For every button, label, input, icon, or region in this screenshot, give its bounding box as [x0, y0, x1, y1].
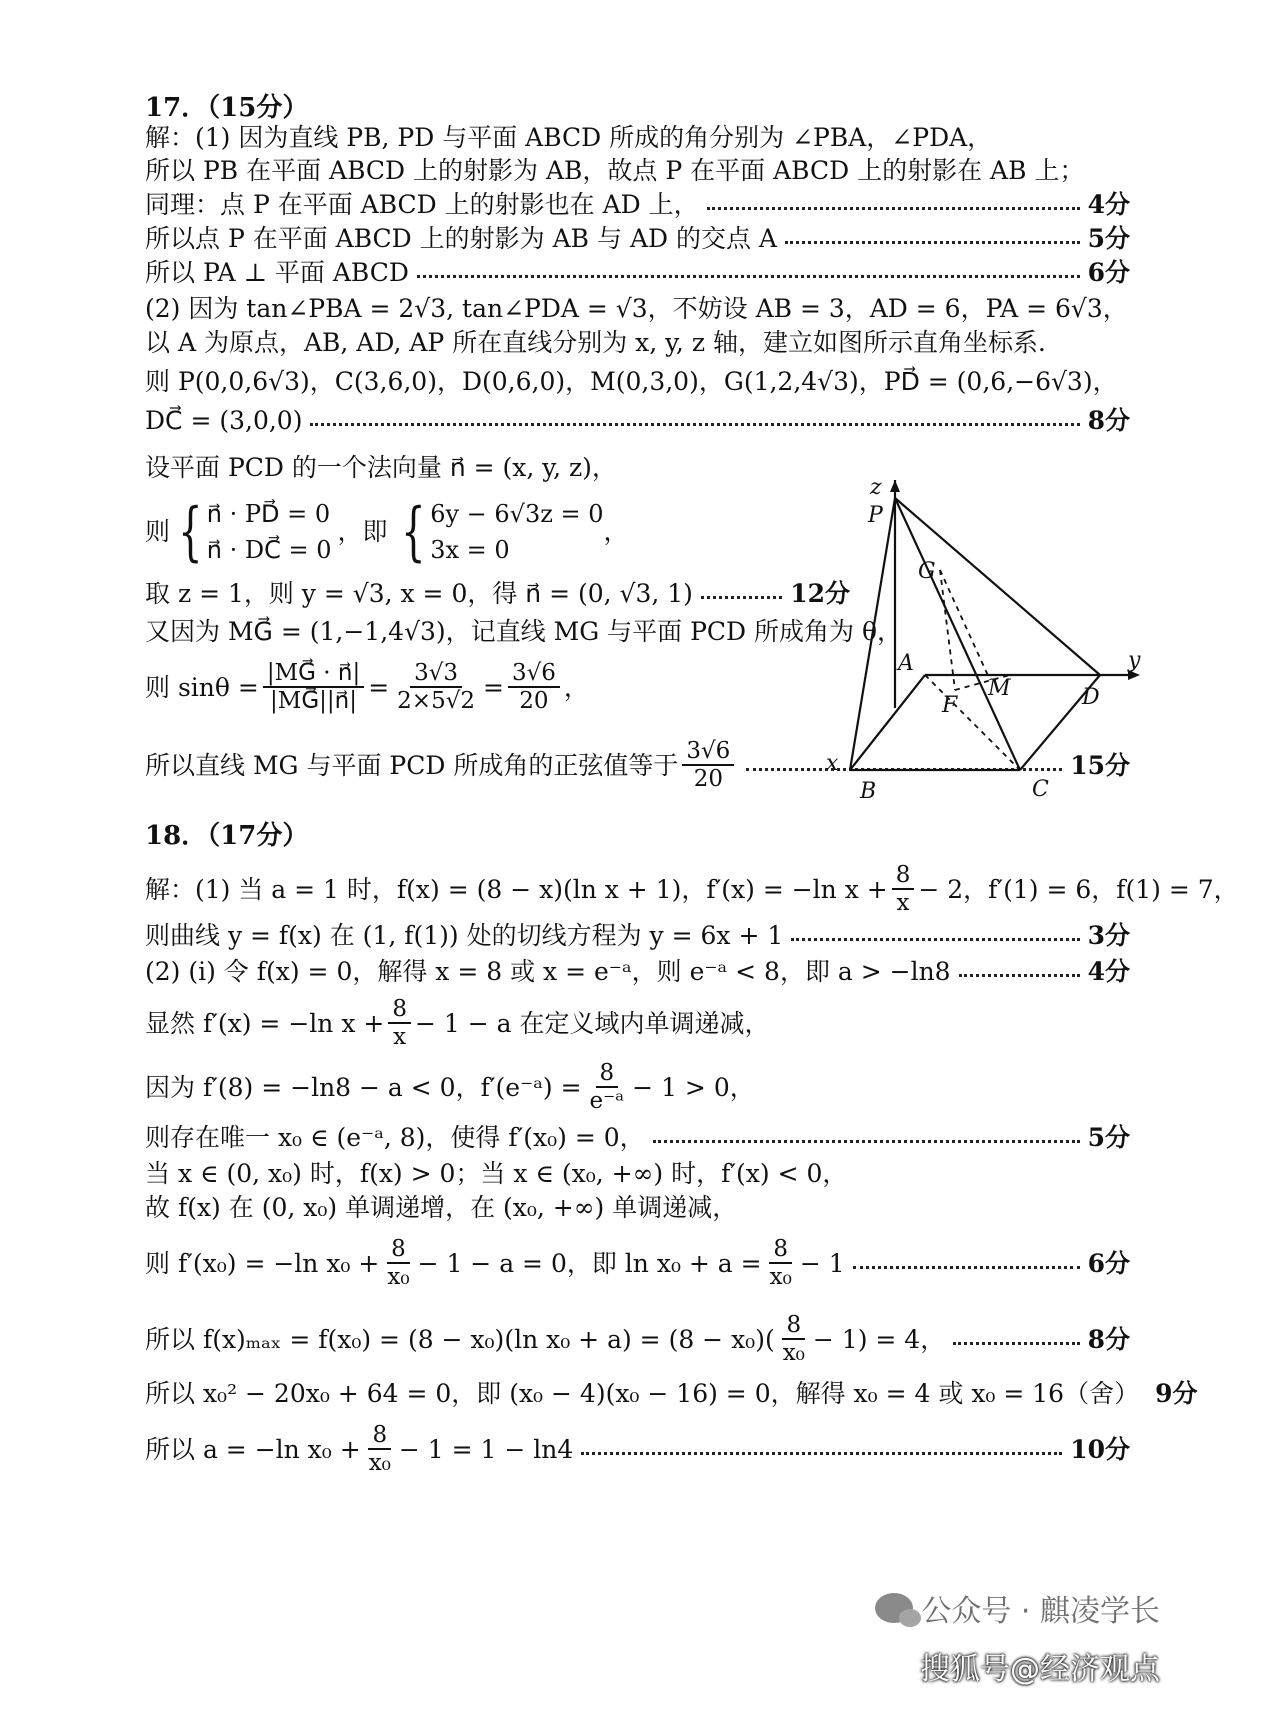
wechat-icon: [875, 1593, 913, 1623]
score: 15分: [1070, 750, 1130, 780]
leader-dots: [310, 423, 1079, 426]
score: 4分: [1087, 190, 1130, 219]
leader-dots: [701, 596, 782, 599]
leader-dots: [417, 275, 1080, 278]
label-z: z: [870, 480, 882, 500]
q18-line-4: 显然 f′(x) = −ln x + $\frac{8}{x}$ − 1 − a 在定义域内单调递减，: [145, 996, 770, 1051]
score: 8分: [1087, 406, 1130, 435]
q17-line-13: 又因为 MG⃗ = (1,−1,4√3)，记直线 MG 与平面 PCD 所成角为 θ，: [145, 617, 903, 646]
fraction: $\frac{8}{\text{x₀}}$: [782, 1312, 805, 1367]
label-D: D: [1082, 685, 1100, 710]
q18-header: 18．（17分）: [145, 821, 309, 851]
label-x: x: [826, 751, 839, 776]
leader-dots: [791, 938, 1079, 941]
equation-system-1: { n⃗ · PD⃗ = 0 n⃗ · DC⃗ = 0: [178, 495, 332, 569]
score: 3分: [1087, 921, 1130, 950]
leader-dots: [785, 241, 1080, 244]
q18-line-1: 解：(1) 当 a = 1 时，f(x) = (8 − x)(ln x + 1)，f′(x) = −ln x + $\frac{8}{x}$ − 2，f′(1) = 6，f(1) = 7，: [145, 862, 1239, 917]
q18-line-3: (2) (i) 令 f(x) = 0，解得 x = 8 或 x = e⁻ᵃ，则 e⁻ᵃ < 8，即 a > −ln8 4分: [145, 957, 1130, 986]
label-B: B: [860, 779, 877, 804]
fraction: $\frac{8}{x}$: [388, 996, 411, 1051]
q17-line-4: 所以点 P 在平面 ABCD 上的射影为 AB 与 AD 的交点 A 5分: [145, 224, 1130, 253]
label-F: F: [942, 693, 958, 718]
q17-line-11: 则 { n⃗ · PD⃗ = 0 n⃗ · DC⃗ = 0 ，即 { 6y − 6√3z = 0 3x = 0 ，: [145, 495, 629, 569]
leader-dots: [953, 1342, 1079, 1345]
q18-line-10: 所以 f(x)ₘₐₓ = f(x₀) = (8 − x₀)(ln x₀ + a) = (8 − x₀)( $\frac{8}{\text{x₀}}$ − 1) = 4， 8分: [145, 1312, 1130, 1367]
q17-line-2: 所以 PB 在平面 ABCD 上的射影为 AB，故点 P 在平面 ABCD 上的射影在 AB 上；: [145, 156, 1085, 185]
q18-line-8: 故 f(x) 在 (0, x₀) 单调递增，在 (x₀, +∞) 单调递减，: [145, 1193, 738, 1222]
score: 6分: [1087, 258, 1130, 287]
fraction: $\frac{8}{\text{x₀}}$: [769, 1236, 792, 1291]
q17-header: 17．（15分）: [145, 93, 309, 123]
leader-dots: [853, 1266, 1080, 1269]
score: 5分: [1087, 224, 1130, 253]
score: 10分: [1070, 1434, 1130, 1464]
fraction: $\frac{8}{\text{e⁻ᵃ}}$: [589, 1060, 625, 1115]
fraction: $\frac{3√6}{20}$: [682, 738, 734, 793]
watermark-text: 公众号 · 麒凌学长: [921, 1594, 1160, 1629]
q17-line-9: DC⃗ = (3,0,0) 8分: [145, 406, 1130, 435]
q18-line-9: 则 f′(x₀) = −ln x₀ + $\frac{8}{\text{x₀}}$ − 1 − a = 0，即 ln x₀ + a = $\frac{8}{\text{x₀}}$ − 1 6分: [145, 1236, 1130, 1291]
q17-line-5: 所以 PA ⊥ 平面 ABCD 6分: [145, 258, 1130, 287]
pyramid-figure: [810, 480, 1150, 810]
fraction: $\frac{8}{\text{x₀}}$: [368, 1422, 391, 1477]
label-G: G: [918, 559, 936, 584]
q17-line-3: 同理：点 P 在平面 ABCD 上的射影也在 AD 上， 4分: [145, 190, 1130, 219]
label-P: P: [868, 503, 883, 528]
leader-dots: [581, 1452, 1062, 1455]
q18-line-7: 当 x ∈ (0, x₀) 时，f(x) > 0；当 x ∈ (x₀, +∞) 时，f′(x) < 0，: [145, 1159, 848, 1188]
wechat-watermark: [875, 1586, 1160, 1630]
fraction: $\frac{3√3}{2\times 5√2}$: [397, 660, 475, 715]
q18-line-5: 因为 f′(8) = −ln8 − a < 0，f′(e⁻ᵃ) = $\frac{8}{\text{e⁻ᵃ}}$ − 1 > 0，: [145, 1060, 755, 1115]
fraction: $\frac{|MG⃗ \cdot n⃗|}{|MG⃗||n⃗|}$: [263, 660, 364, 715]
score: 6分: [1087, 1248, 1130, 1278]
q17-line-15: 所以直线 MG 与平面 PCD 所成角的正弦值等于 $\frac{3√6}{20}$ 15分: [145, 738, 1130, 793]
leader-dots: [653, 1140, 1080, 1143]
q17-line-7: 以 A 为原点，AB, AD, AP 所在直线分别为 x, y, z 轴，建立如图所示直角坐标系．: [145, 328, 1063, 357]
label-C: C: [1032, 777, 1049, 802]
q18-line-6: 则存在唯一 x₀ ∈ (e⁻ᵃ, 8)，使得 f′(x₀) = 0， 5分: [145, 1123, 1130, 1152]
q17-line-10: 设平面 PCD 的一个法向量 n⃗ = (x, y, z)，: [145, 453, 617, 482]
q17-line-8: 则 P(0,0,6√3)，C(3,6,0)，D(0,6,0)，M(0,3,0)，G(1,2,4√3)，PD⃗ = (0,6,−6√3)，: [145, 367, 1118, 396]
q17-line-12: 取 z = 1，则 y = √3, x = 0，得 n⃗ = (0, √3, 1) 12分: [145, 579, 850, 608]
label-A: A: [898, 651, 914, 676]
fraction: $\frac{3√6}{20}$: [508, 660, 560, 715]
leader-dots: [707, 207, 1080, 210]
label-y: y: [1128, 648, 1141, 673]
q17-line-1: 解：(1) 因为直线 PB, PD 与平面 ABCD 所成的角分别为 ∠PBA，∠PDA，: [145, 123, 993, 152]
score: 4分: [1087, 957, 1130, 986]
score: 9分: [1155, 1379, 1198, 1408]
q18-line-12: 所以 a = −ln x₀ + $\frac{8}{\text{x₀}}$ − 1 = 1 − ln4 10分: [145, 1422, 1130, 1477]
score: 5分: [1087, 1123, 1130, 1152]
score: 12分: [790, 579, 850, 608]
q18-line-11: 所以 x₀² − 20x₀ + 64 = 0，即 (x₀ − 4)(x₀ − 16) = 0，解得 x₀ = 4 或 x₀ = 16（舍） 9分: [145, 1379, 1198, 1408]
fraction: $\frac{8}{x}$: [892, 862, 915, 917]
footer-source: 搜狐号@经济观点: [920, 1652, 1160, 1687]
q18-line-2: 则曲线 y = f(x) 在 (1, f(1)) 处的切线方程为 y = 6x + 1 3分: [145, 921, 1130, 950]
leader-dots: [959, 974, 1080, 977]
q17-line-14: 则 sinθ = $\frac{|MG⃗ \cdot n⃗|}{|MG⃗||n⃗|}$ = $\frac{3√3}{2\times 5√2}$ = $\frac{3√6}{20}$ ，: [145, 660, 589, 715]
score: 8分: [1087, 1324, 1130, 1354]
label-M: M: [988, 676, 1011, 701]
q17-line-6: (2) 因为 tan∠PBA = 2√3, tan∠PDA = √3，不妨设 AB = 3，AD = 6，PA = 6√3，: [145, 294, 1128, 323]
fraction: $\frac{8}{\text{x₀}}$: [387, 1236, 410, 1291]
equation-system-2: { 6y − 6√3z = 0 3x = 0: [401, 495, 604, 569]
